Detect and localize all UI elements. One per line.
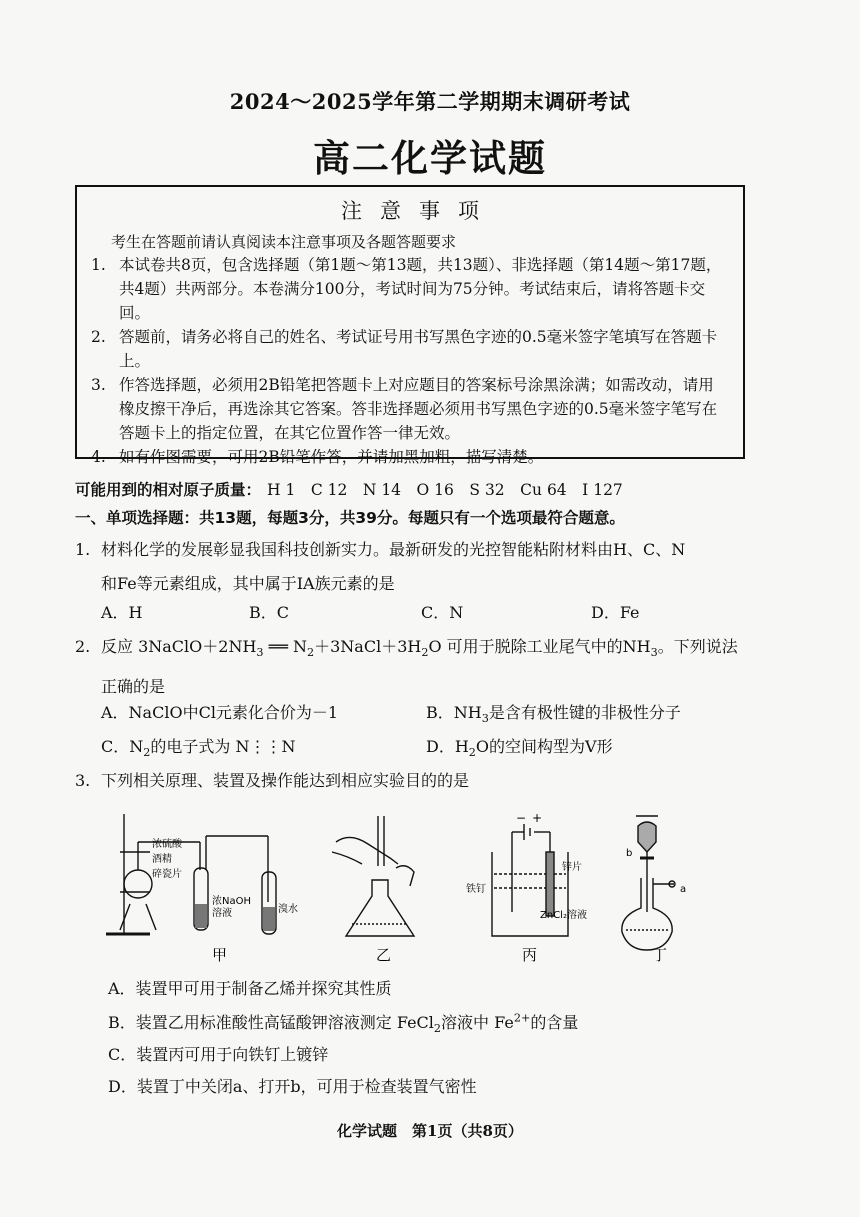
question-number: 2. <box>75 637 91 656</box>
subscript: 3 <box>650 646 658 660</box>
notice-box <box>75 185 745 466</box>
notice-item-num: 2. <box>91 328 106 346</box>
option-a: A．NaClO中Cl元素化合价为－1 <box>101 703 339 722</box>
q2-text: ＋3NaCl＋3H <box>314 637 422 656</box>
question-number: 3. <box>75 771 91 790</box>
question-3 <box>75 764 765 798</box>
notice-item-num: 4. <box>91 448 106 466</box>
superscript: 2+ <box>513 1011 531 1025</box>
atomic-masses-label: 可能用到的相对原子质量： <box>75 481 262 499</box>
option-d-text: D．H <box>426 737 469 756</box>
option-b: B．C <box>249 603 290 622</box>
option-d: D．装置丁中关闭a、打开b，可用于检查装置气密性 <box>108 1077 477 1096</box>
notice-item-num: 3. <box>91 376 106 394</box>
apparatus-figures <box>100 812 740 962</box>
option-d <box>426 734 613 759</box>
label-porcelain: 碎瓷片 <box>152 869 182 880</box>
minus-sign: − <box>516 812 527 825</box>
atomic-masses-values: H 1 C 12 N 14 O 16 S 32 Cu 64 I 127 <box>267 481 623 499</box>
question-text-cont: 和Fe等元素组成，其中属于IA族元素的是 <box>101 574 395 593</box>
q2-text: ══ N <box>263 637 307 656</box>
option-a: A．H <box>101 603 143 622</box>
subscript: 2 <box>421 646 429 660</box>
apparatus-jia <box>106 814 276 934</box>
notice-item-text: 本试卷共8页，包含选择题（第1题～第13题，共13题）、非选择题（第14题～第17题，共4题）共两部分。本卷满分100分，考试时间为75分钟。考试结束后，请将答题卡交回。 <box>119 256 722 322</box>
label-naoh: 浓NaOH <box>212 896 251 907</box>
option-d-text: O的空间构型为V形 <box>475 737 613 756</box>
question-text-cont: 正确的是 <box>101 677 166 697</box>
subscript: 2 <box>143 746 151 760</box>
option-b-text: 是含有极性键的非极性分子 <box>488 703 681 722</box>
notice-item <box>91 325 729 373</box>
question-number: 1. <box>75 540 91 559</box>
subscript: 3 <box>481 712 489 726</box>
option-c-text: 的电子式为 N⋮⋮N <box>150 737 296 756</box>
question-1-options <box>101 600 761 623</box>
fig-label-yi: 乙 <box>376 946 392 962</box>
option-c: C．装置丙可用于向铁钉上镀锌 <box>108 1045 329 1064</box>
plus-sign: + <box>532 812 543 825</box>
notice-heading: 注意事项 <box>341 199 497 223</box>
question-2 <box>75 630 765 704</box>
label-a: a <box>680 884 687 895</box>
apparatus-yi <box>332 816 414 936</box>
label-conc-h2so4: 浓硫酸 <box>152 839 182 850</box>
page-footer: 化学试题 第1页（共8页） <box>337 1122 523 1140</box>
notice-item-text: 答题前，请务必将自己的姓名、考试证号用书写黑色字迹的0.5毫米签字笔填写在答题卡上。 <box>119 328 718 370</box>
label-solution: 溶液 <box>212 908 232 919</box>
label-zinc-plate: 锌片 <box>562 862 582 873</box>
q2-text: O 可用于脱除工业尾气中的NH <box>428 637 651 656</box>
option-b-text: 的含量 <box>530 1013 579 1032</box>
label-b: b <box>626 848 633 859</box>
notice-item-text: 如有作图需要，可用2B铅笔作答，并请加黑加粗，描写清楚。 <box>119 448 544 466</box>
fig-label-bing: 丙 <box>522 946 538 962</box>
fig-label-ding: 丁 <box>652 946 668 962</box>
subscript: 3 <box>256 646 264 660</box>
option-c: C．N <box>421 603 464 622</box>
notice-item-num: 1. <box>91 256 106 274</box>
label-zncl2: ZnCl₂溶液 <box>540 910 587 921</box>
exam-title: 2024～2025学年第二学期期末调研考试 <box>229 89 631 114</box>
subscript: 2 <box>433 1022 442 1036</box>
notice-item <box>91 445 729 469</box>
fig-label-jia: 甲 <box>212 946 228 962</box>
option-b <box>426 700 681 725</box>
question-text: 下列相关原理、装置及操作能达到相应实验目的的是 <box>101 771 470 790</box>
option-a: A．装置甲可用于制备乙烯并探究其性质 <box>108 979 392 998</box>
label-alcohol: 酒精 <box>152 854 172 865</box>
label-iron-nail: 铁钉 <box>466 884 486 895</box>
subscript: 2 <box>468 746 476 760</box>
q2-text: 反应 3NaClO＋2NH <box>101 637 257 656</box>
option-b-text: B．NH <box>426 703 482 722</box>
option-c <box>101 734 426 759</box>
question-2-options-row2 <box>101 734 761 759</box>
notice-item <box>91 373 729 445</box>
notice-item-text: 作答选择题，必须用2B铅笔把答题卡上对应题目的答案标号涂黑涂满；如需改动，请用橡皮擦干净后，再选涂其它答案。答非选择题必须用书写黑色字迹的0.5毫米签字笔写在答题卡上的指定位置，在其它位置作答一律无效。 <box>119 376 718 442</box>
subscript: 2 <box>306 646 315 660</box>
notice-intro: 考生在答题前请认真阅读本注意事项及各题答题要求 <box>111 233 457 251</box>
option-b-text: 溶液中 Fe <box>441 1013 514 1032</box>
section-heading: 一、单项选择题：共13题，每题3分，共39分。每题只有一个选项最符合题意。 <box>75 509 625 527</box>
option-d: D．Fe <box>591 603 640 622</box>
question-2-options-row1 <box>101 700 761 725</box>
apparatus-ding <box>622 816 675 950</box>
question-1 <box>75 533 765 601</box>
option-b <box>108 1010 578 1035</box>
label-bromine-water: 溴水 <box>278 904 298 915</box>
subject-title: 高二化学试题 <box>313 136 547 180</box>
notice-item <box>91 253 729 325</box>
option-c-text: C．N <box>101 737 144 756</box>
atomic-masses <box>75 478 623 500</box>
q2-text: 。下列说法 <box>657 637 738 656</box>
question-text: 材料化学的发展彰显我国科技创新实力。最新研发的光控智能粘附材料由H、C、N <box>101 540 686 559</box>
option-b-text: B．装置乙用标准酸性高锰酸钾溶液测定 FeCl <box>108 1013 434 1032</box>
